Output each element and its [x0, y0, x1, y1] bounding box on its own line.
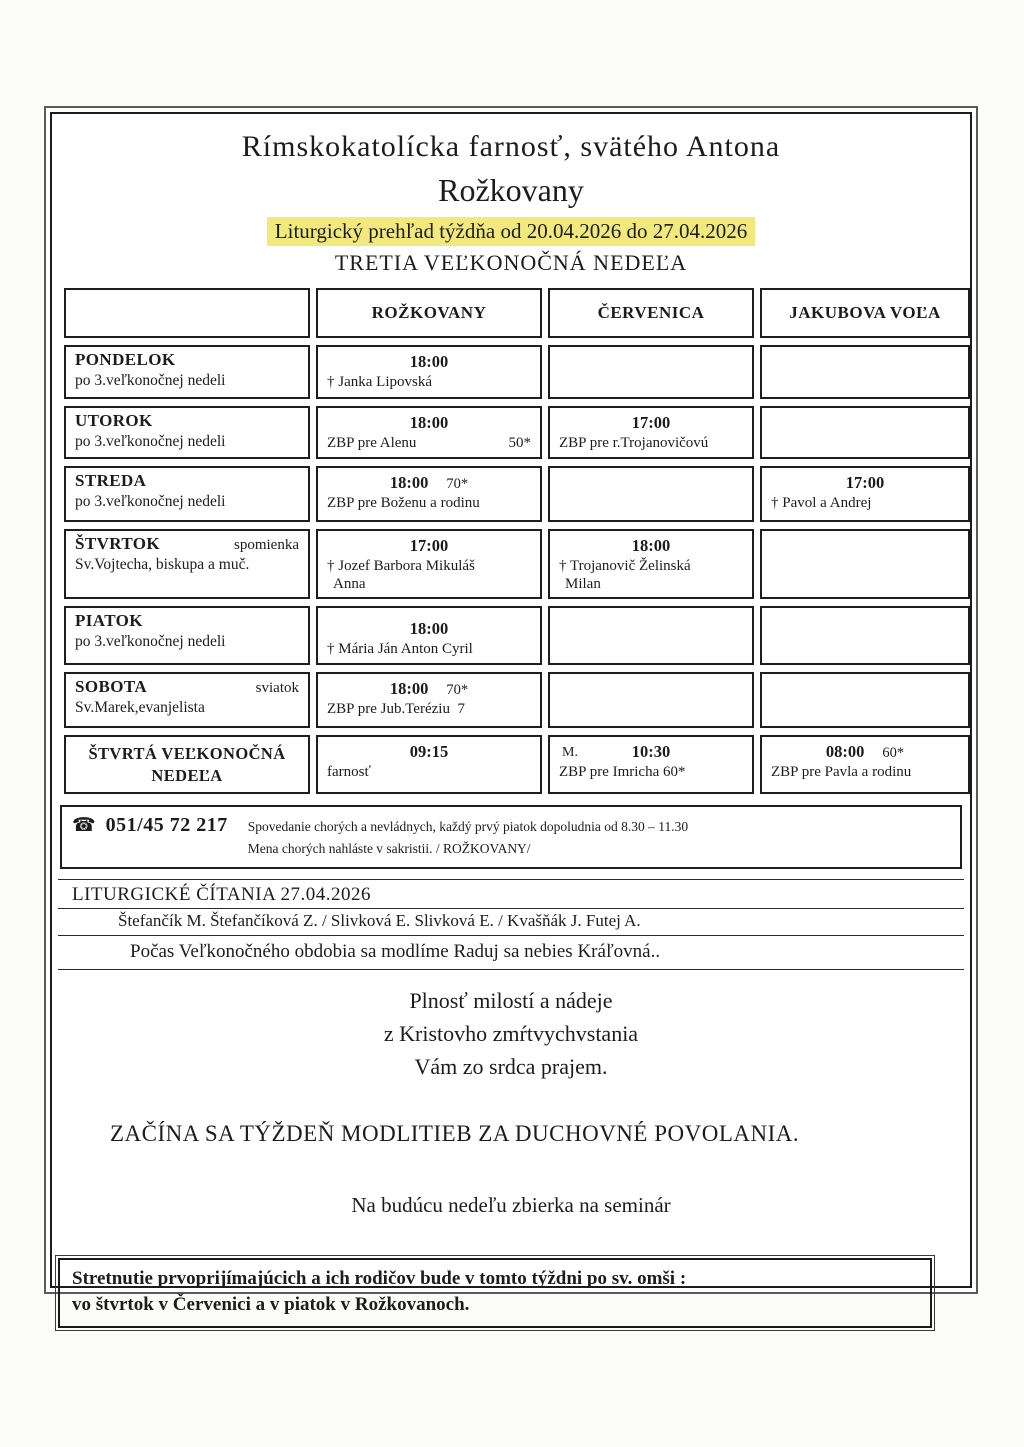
- intention-text: † Mária Ján Anton Cyril: [327, 641, 473, 657]
- seminary-collection-announcement: Na budúcu nedeľu zbierka na seminár: [351, 1193, 671, 1218]
- day-subtitle: Sv.Vojtecha, biskupa a muč.: [75, 556, 250, 573]
- day-cell-sobota: [64, 672, 310, 728]
- day-cell-streda: [64, 466, 310, 522]
- mass-cell-empty: [760, 345, 970, 399]
- sunday-title: TRETIA VEĽKONOČNÁ NEDEĽA: [334, 250, 688, 275]
- day-cell-piatok: [64, 606, 310, 665]
- day-title-row: [75, 411, 299, 431]
- day-name: ŠTVRTOK: [75, 534, 161, 553]
- mass-intention: [771, 764, 959, 781]
- day-subtitle: po 3.veľkonočnej nedeli: [75, 433, 226, 450]
- mass-cell-empty: [548, 345, 754, 399]
- day-name: SOBOTA: [75, 677, 147, 696]
- day-cell-nedela: [64, 735, 310, 794]
- mass-time-line: [559, 413, 743, 433]
- easter-wish: [58, 984, 964, 1083]
- day-tag: spomienka: [234, 537, 299, 553]
- readings-section: [58, 879, 964, 970]
- mass-intention: [327, 374, 531, 391]
- readings-lectors: Štefančík M. Štefančíková Z. / Slivková E. Slivková E. / Kvašňák J. Futej A.: [58, 908, 964, 936]
- mass-intention: [327, 435, 531, 452]
- mass-cell: [316, 406, 542, 459]
- mass-time: 18:00: [389, 473, 429, 492]
- mass-time: 17:00: [409, 536, 449, 555]
- mass-cell: [316, 672, 542, 728]
- mass-time-line: [771, 473, 959, 493]
- intention-text: ZBP pre Alenu: [327, 435, 417, 451]
- intention-text: † Trojanovič Želinská: [559, 558, 691, 574]
- parish-name: Rímskokatolícka farnosť, svätého Antona: [241, 130, 781, 163]
- day-name: ŠTVRTÁ VEĽKONOČNÁ: [88, 744, 286, 763]
- phone-line: [72, 814, 228, 837]
- day-subtitle: po 3.veľkonočnej nedeli: [75, 493, 226, 510]
- day-title-row: [75, 677, 299, 697]
- mass-cell: [316, 529, 542, 599]
- day-cell-stvrtok: [64, 529, 310, 599]
- schedule-header-label: ČERVENICA: [597, 302, 705, 322]
- mass-cell: [316, 345, 542, 399]
- mass-intention: [327, 764, 531, 781]
- mass-schedule-table: [64, 288, 958, 794]
- vocations-week-announcement: ZAČÍNA SA TÝŽDEŇ MODLITIEB ZA DUCHOVNÉ POVOLANIA.: [110, 1121, 800, 1147]
- mass-time-line: [327, 619, 531, 639]
- mass-time-line: [327, 742, 531, 762]
- intention-age: 60*: [882, 745, 905, 761]
- day-subtitle: po 3.veľkonočnej nedeli: [75, 372, 226, 389]
- mass-intention: [771, 495, 959, 512]
- mass-time: 17:00: [845, 473, 885, 492]
- mass-cell: [316, 735, 542, 794]
- contact-box: [60, 805, 962, 870]
- mass-time-line: [559, 742, 743, 762]
- wish-line3: Vám zo srdca prajem.: [414, 1054, 608, 1080]
- schedule-header-label: ROŽKOVANY: [371, 302, 487, 322]
- phone-number: 051/45 72 217: [105, 813, 228, 836]
- wish-line1: Plnosť milostí a nádeje: [409, 988, 613, 1014]
- confession-notes: [248, 814, 688, 862]
- day-tag: sviatok: [255, 680, 299, 696]
- intention-text: farnosť: [327, 764, 371, 780]
- day-name: PONDELOK: [75, 350, 176, 369]
- mass-cell-empty: [760, 406, 970, 459]
- day-cell-pondelok: [64, 345, 310, 399]
- schedule-header-cervenica: [548, 288, 754, 338]
- mass-time: 09:15: [409, 742, 449, 761]
- intention-text: ZBP pre Boženu a rodinu: [327, 495, 480, 511]
- intention-text: ZBP pre Jub.Teréziu 7: [327, 701, 465, 717]
- telephone-icon: ☎: [72, 814, 96, 836]
- day-name: STREDA: [75, 471, 147, 490]
- week-overview-highlight: Liturgický prehľad týždňa od 20.04.2026 do 27.04.2026: [267, 217, 755, 246]
- bulletin-header: [58, 130, 964, 276]
- day-subtitle: po 3.veľkonočnej nedeli: [75, 633, 226, 650]
- schedule-header-label: JAKUBOVA VOĽA: [789, 302, 941, 322]
- mass-cell-empty: [760, 529, 970, 599]
- mass-intention: [327, 495, 531, 512]
- scanned-parish-bulletin: [44, 106, 978, 1316]
- mass-cell-empty: [760, 606, 970, 665]
- mass-cell-empty: [548, 466, 754, 522]
- intention-text: ZBP pre Pavla a rodinu: [771, 764, 912, 780]
- day-title-row: [75, 471, 299, 491]
- day-name: UTOROK: [75, 411, 153, 430]
- mass-intention: [559, 435, 743, 452]
- mass-place-prefix: M.: [562, 745, 578, 760]
- mass-time: 17:00: [631, 413, 671, 432]
- day-subtitle: Sv.Marek,evanjelista: [75, 699, 205, 716]
- day-cell-utorok: [64, 406, 310, 459]
- mass-intention: [327, 641, 531, 658]
- day-name-line2: NEDEĽA: [151, 766, 223, 786]
- mass-cell: [548, 735, 754, 794]
- intention-text-2: Milan: [565, 576, 601, 592]
- first-communion-meeting-notice: [58, 1258, 932, 1327]
- mass-cell: [316, 466, 542, 522]
- intention-text: ZBP pre Imricha 60*: [559, 764, 686, 780]
- mass-cell-empty: [548, 672, 754, 728]
- day-name: PIATOK: [75, 611, 143, 630]
- parish-town: Rožkovany: [438, 172, 584, 208]
- mass-time-line: [327, 679, 531, 699]
- intention-text: † Janka Lipovská: [327, 374, 432, 390]
- confession-note-line1: Spovedanie chorých a nevládnych, každý prvý piatok dopoludnia od 8.30 – 11.30: [247, 818, 689, 834]
- confession-note-line2: Mena chorých nahláste v sakristii. / ROŽKOVANY/: [247, 841, 531, 857]
- schedule-header-jakubova-vola: [760, 288, 970, 338]
- mass-cell-empty: [548, 606, 754, 665]
- intention-text: † Jozef Barbora Mikuláš: [327, 558, 475, 574]
- mass-time: 18:00: [409, 413, 449, 432]
- intention-age: 70*: [446, 476, 469, 492]
- mass-cell: [760, 735, 970, 794]
- mass-time-line: [327, 413, 531, 433]
- mass-cell: [548, 529, 754, 599]
- day-title-row: [75, 611, 299, 631]
- mass-time: 10:30: [631, 742, 671, 761]
- week-overview-line: [58, 219, 964, 244]
- notice-line2: vo štvrtok v Červenici a v piatok v Rožkovanoch.: [72, 1294, 470, 1316]
- mass-time-line: [327, 536, 531, 556]
- mass-time: 18:00: [409, 619, 449, 638]
- mass-time-line: [327, 352, 531, 372]
- mass-time: 18:00: [631, 536, 671, 555]
- easter-prayer-note: Počas Veľkonočného obdobia sa modlíme Raduj sa nebies Kráľovná..: [58, 936, 964, 970]
- mass-intention: [559, 558, 743, 575]
- mass-cell-empty: [760, 672, 970, 728]
- day-title-row: [75, 534, 299, 554]
- notice-line1: Stretnutie prvoprijímajúcich a ich rodičov bude v tomto týždni po sv. omši :: [72, 1268, 687, 1290]
- readings-title: LITURGICKÉ ČÍTANIA 27.04.2026: [72, 884, 372, 906]
- mass-time-line: [327, 473, 531, 493]
- schedule-header-rozkovany: [316, 288, 542, 338]
- intention-age: 50*: [508, 435, 531, 451]
- mass-time: 18:00: [409, 352, 449, 371]
- wish-line2: z Kristovho zmŕtvychvstania: [383, 1021, 639, 1047]
- schedule-header-empty: [64, 288, 310, 338]
- mass-cell: [316, 606, 542, 665]
- mass-intention: [327, 558, 531, 575]
- mass-intention: [559, 764, 743, 781]
- mass-time-line: [559, 536, 743, 556]
- intention-age: 70*: [446, 682, 469, 698]
- mass-intention: [327, 701, 531, 718]
- intention-text: ZBP pre r.Trojanovičovú: [559, 435, 709, 451]
- mass-cell: [760, 466, 970, 522]
- intention-text: † Pavol a Andrej: [771, 495, 872, 511]
- mass-time: 08:00: [825, 742, 865, 761]
- bulletin-border-frame: [50, 112, 972, 1316]
- day-title-row: [75, 350, 299, 370]
- mass-time-line: [771, 742, 959, 762]
- mass-cell: [548, 406, 754, 459]
- intention-text-2: Anna: [333, 576, 366, 592]
- mass-time: 18:00: [389, 679, 429, 698]
